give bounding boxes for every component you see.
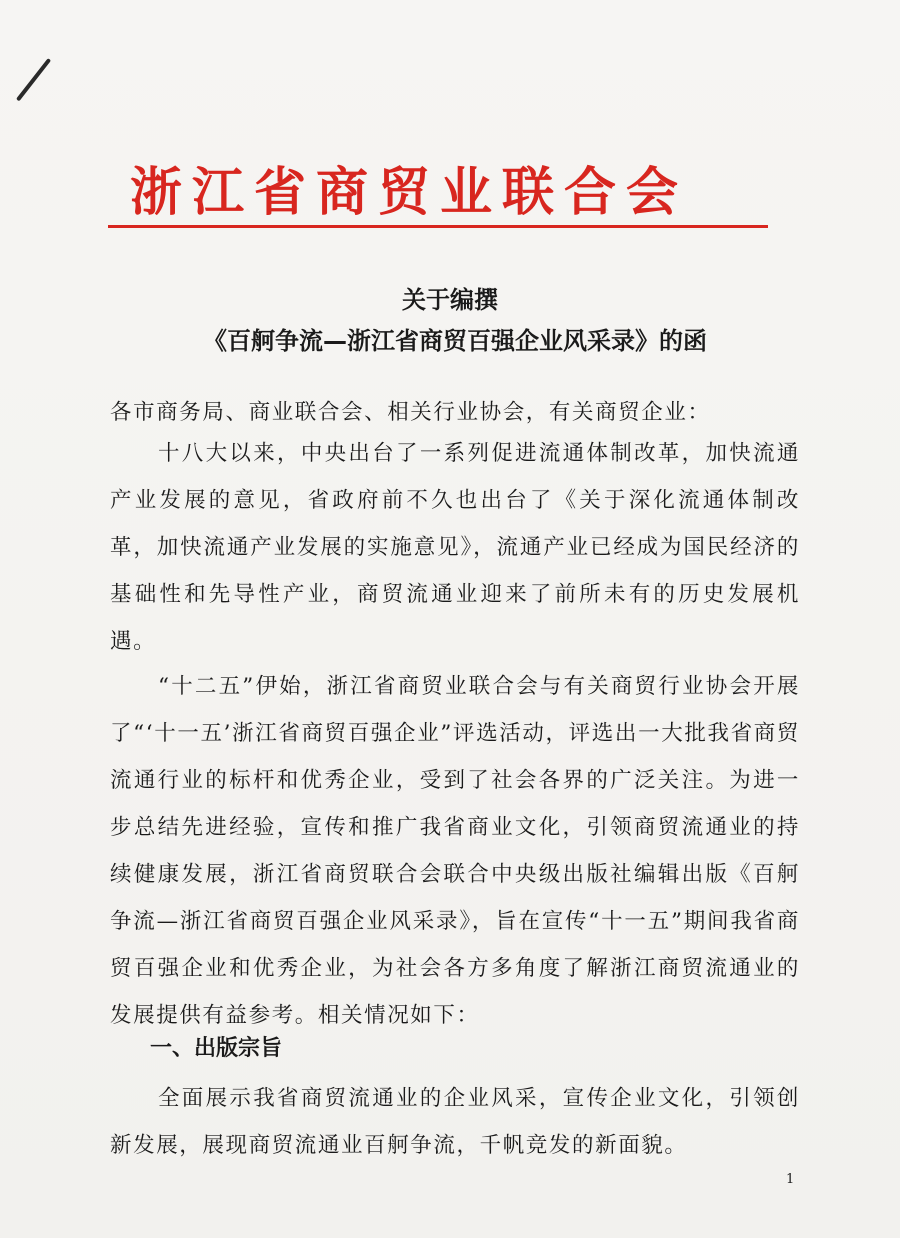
page-number: 1 bbox=[786, 1172, 795, 1187]
salutation: 各市商务局、商业联合会、相关行业协会，有关商贸企业： bbox=[110, 400, 711, 425]
letterhead-red-rule bbox=[108, 225, 768, 228]
paragraph-2: “十二五”伊始，浙江省商贸业联合会与有关商贸行业协会开展了“‘十一五’浙江省商贸百强企业”评选活动，评选出一大批我省商贸流通行业的标杆和优秀企业，受到了社会各界的广泛关注。为进一步总结先进经验，宣传和推广我省商业文化，引领商贸流通业的持续健康发展，浙江省商贸联合会联合中央级出版社编辑出版《百舸争流—浙江省商贸百强企业风采录》，旨在宣传“十一五”期间我省商贸百强企业和优秀企业，为社会各方多角度了解浙江商贸流通业的发展提供有益参考。相关情况如下： bbox=[110, 674, 800, 1028]
letterhead-title: 浙江省商贸业联合会 bbox=[130, 162, 689, 223]
section-heading-1: 一、出版宗旨 bbox=[150, 1036, 283, 1061]
pen-stroke-mark bbox=[16, 58, 51, 101]
document-title-line2: 《百舸争流—浙江省商贸百强企业风采录》的函 bbox=[203, 327, 707, 355]
document-title-line1: 关于编撰 bbox=[402, 286, 498, 314]
section-1-text: 全面展示我省商贸流通业的企业风采，宣传企业文化，引领创新发展，展现商贸流通业百舸争流，千帆竞发的新面貌。 bbox=[110, 1086, 800, 1158]
paragraph-1: 十八大以来，中央出台了一系列促进流通体制改革，加快流通产业发展的意见，省政府前不久也出台了《关于深化流通体制改革，加快流通产业发展的实施意见》，流通产业已经成为国民经济的基础性和先导性产业，商贸流通业迎来了前所未有的历史发展机遇。 bbox=[110, 441, 800, 654]
